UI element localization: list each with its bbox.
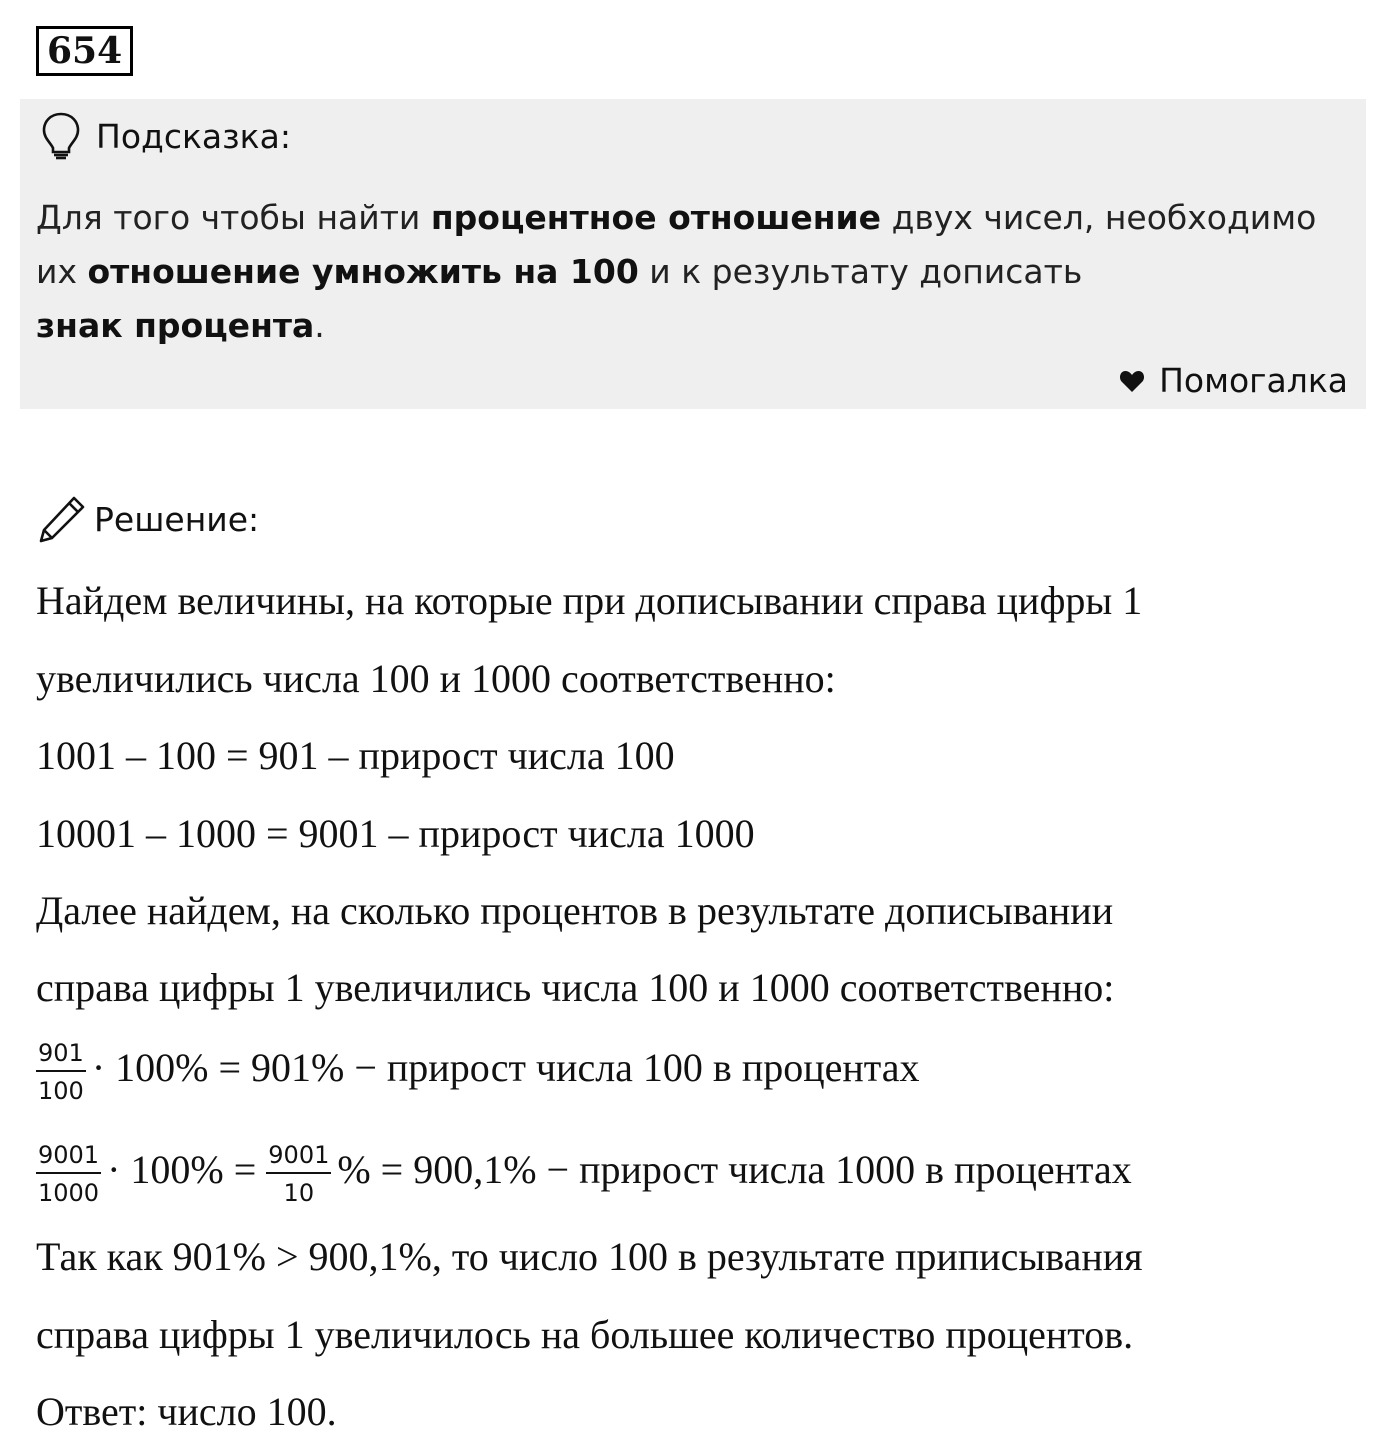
solution-line: Найдем величины, на которые при дописывании справа цифры 1: [36, 578, 1143, 623]
solution-line: 10001 – 1000 = 9001 – прирост числа 1000: [36, 811, 755, 856]
task-number: 654: [36, 26, 133, 76]
solution-line: Далее найдем, на сколько процентов в результате дописывании: [36, 888, 1114, 933]
credit: [1119, 361, 1348, 400]
fraction: [36, 1038, 86, 1106]
pencil-icon: [36, 493, 88, 545]
answer: Ответ: число 100.: [36, 1389, 337, 1434]
solution-title: Решение:: [94, 499, 260, 539]
fraction-denominator: 100: [38, 1077, 84, 1105]
hint-emphasis-percent-ratio: процентное отношение: [430, 198, 882, 237]
fraction-numerator: 9001: [36, 1140, 101, 1174]
solution-line: 1001 – 100 = 901 – прирост числа 100: [36, 733, 675, 778]
solution-header: [36, 494, 259, 544]
solution-line: справа цифры 1 увеличились числа 100 и 1000 соответственно:: [36, 965, 1115, 1010]
hint-header: [40, 111, 291, 161]
hint-text: [36, 191, 1356, 353]
formula-text: % = 900,1% − прирост числа 1000 в процентах: [337, 1147, 1132, 1193]
hint-emphasis-multiply: отношение умножить на 100: [87, 252, 639, 291]
hint-emphasis-percent-sign: знак процента: [36, 306, 315, 345]
credit-label: Помогалка: [1159, 361, 1348, 400]
hint-text-part: .: [314, 306, 325, 345]
hint-text-part: Для того чтобы найти: [36, 198, 431, 237]
fraction-numerator: 9001: [266, 1140, 331, 1174]
formula-line-1: [36, 1038, 920, 1106]
fraction-denominator: 1000: [38, 1179, 100, 1207]
formula-text: · 100% =: [107, 1147, 257, 1193]
solution-line: увеличились числа 100 и 1000 соответственно:: [36, 656, 836, 701]
hint-box: [20, 99, 1366, 409]
formula-text: · 100% = 901% − прирост числа 100 в процентах: [91, 1045, 920, 1091]
formula-line-2: [36, 1140, 1132, 1208]
hint-text-part: и к результату дописать: [638, 252, 1083, 291]
conclusion-line: справа цифры 1 увеличилось на большее количество процентов.: [36, 1312, 1134, 1357]
fraction-numerator: 901: [36, 1038, 86, 1072]
heart-icon: [1119, 369, 1145, 393]
hint-title: Подсказка:: [96, 116, 291, 156]
hint-text-part: двух чисел, необходимо их: [36, 198, 1317, 291]
fraction: [36, 1140, 101, 1208]
fraction-denominator: 10: [283, 1179, 315, 1207]
conclusion-line: Так как 901% > 900,1%, то число 100 в результате приписывания: [36, 1234, 1143, 1279]
fraction: [266, 1140, 331, 1208]
lightbulb-icon: [40, 111, 82, 161]
